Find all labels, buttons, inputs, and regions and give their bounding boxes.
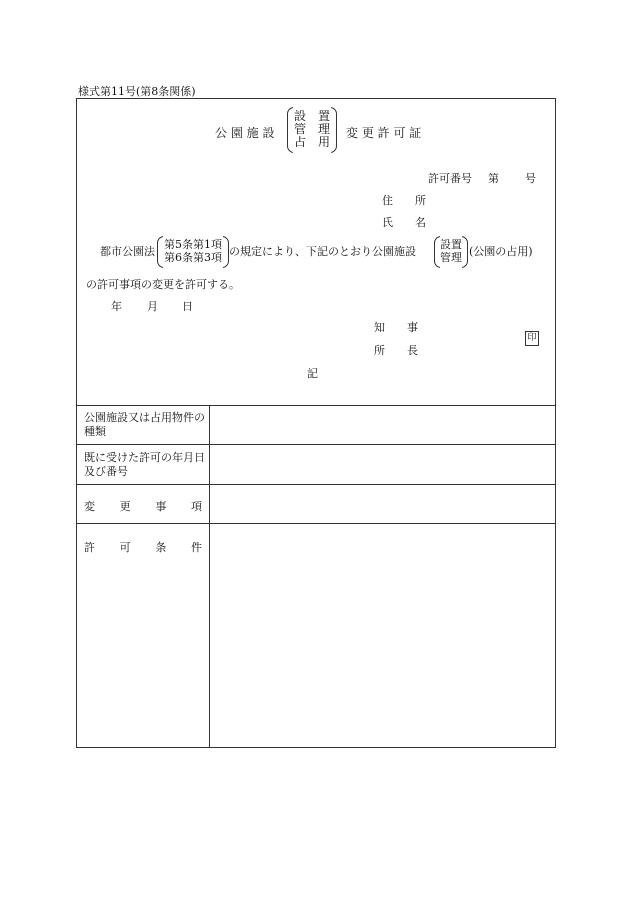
label-char: 更 [119, 500, 131, 513]
title-options [290, 110, 334, 149]
label-char: 変 [84, 500, 95, 513]
body-middle: の規定により、下記のとおり公園施設 [229, 245, 416, 258]
body-lead: 都市公園法 [100, 245, 155, 258]
law-option-6-3: 第6条第3項 [164, 251, 222, 264]
label-char: 条 [155, 541, 167, 554]
director-label: 所 長 [374, 344, 418, 357]
body-line2: の許可事項の変更を許可する。 [86, 278, 240, 291]
table-row-divider [76, 444, 556, 445]
permit-number-dai: 第 [488, 172, 499, 185]
title-option-setchi: 設 置 [293, 109, 330, 123]
label-char: 事 [155, 500, 167, 513]
label-char: 可 [119, 541, 131, 554]
date-year: 年 [111, 300, 122, 313]
permit-number-label: 許可番号 [428, 172, 472, 185]
table-row-divider [76, 484, 556, 485]
table-column-divider [209, 405, 210, 748]
address-label: 住 所 [382, 194, 426, 207]
table-row-label-kind: 公園施設又は占用物件の種類 [84, 411, 205, 438]
facility-options [437, 238, 465, 264]
title-suffix: 変 更 許 可 証 [346, 126, 422, 140]
label-char: 件 [190, 541, 202, 554]
ki-label: 記 [307, 367, 318, 380]
table-top-line [76, 405, 556, 406]
table-row-divider [76, 523, 556, 524]
title-option-senyo: 占 用 [293, 135, 330, 149]
body-tail: (公園の占用) [469, 245, 533, 258]
label-char: 許 [84, 541, 95, 554]
date-day: 日 [182, 300, 193, 313]
law-options [160, 238, 226, 264]
table-row-label-change [84, 498, 202, 514]
title-option-kanri: 管 理 [293, 122, 330, 136]
table-row-label-conditions [84, 539, 202, 555]
date-month: 月 [147, 300, 158, 313]
law-option-5-1: 第5条第1項 [164, 238, 222, 251]
facility-option-kanri: 管理 [440, 251, 462, 264]
seal-mark: 印 [525, 331, 539, 346]
facility-option-setchi: 設置 [440, 238, 462, 251]
name-label: 氏 名 [382, 216, 426, 229]
label-char: 項 [190, 500, 202, 513]
permit-number-go: 号 [525, 172, 536, 185]
title-prefix: 公 園 施 設 [215, 126, 275, 140]
form-number-label: 様式第11号(第8条関係) [78, 85, 196, 98]
governor-label: 知 事 [374, 321, 418, 334]
table-row-label-prior-permit: 既に受けた許可の年月日及び番号 [84, 451, 205, 478]
